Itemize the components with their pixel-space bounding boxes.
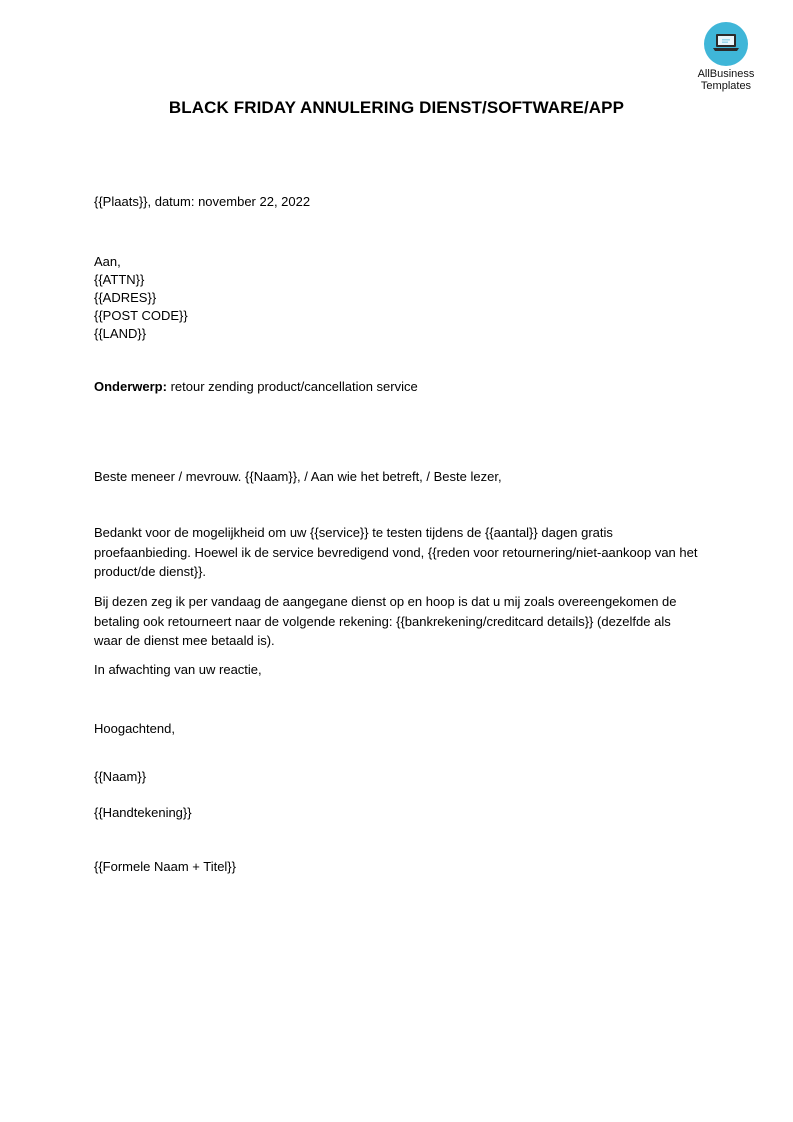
- body-paragraph-2: Bij dezen zeg ik per vandaag de aangegane dienst op en hoop is dat u mij zoals overeengekomen de betaling ook retourneert naar de volgende rekening: {{bankrekening/creditcard details}} (dezelfde als waar de dienst mee betaald is).: [94, 594, 677, 648]
- subject-text: retour zending product/cancellation service: [166, 379, 418, 394]
- address-salutation: Aan,: [94, 254, 121, 269]
- address-adres: {{ADRES}}: [94, 290, 157, 305]
- address-land: {{LAND}}: [94, 326, 147, 341]
- brand-logo: [690, 22, 762, 92]
- subject-label: Onderwerp:: [94, 379, 167, 394]
- document-title: BLACK FRIDAY ANNULERING DIENST/SOFTWARE/APP: [168, 98, 625, 117]
- brand-name-line2: Templates: [700, 80, 752, 92]
- laptop-icon: [704, 22, 748, 66]
- address-attn: {{ATTN}}: [94, 272, 145, 287]
- body-paragraph-3: In afwachting van uw reactie,: [94, 662, 262, 677]
- closing-regards: Hoogachtend,: [94, 721, 175, 736]
- closing-name: {{Naam}}: [94, 769, 147, 784]
- brand-name-line1: AllBusiness: [697, 68, 755, 80]
- closing-signature: {{Handtekening}}: [94, 805, 192, 820]
- subject-line: [94, 378, 418, 396]
- address-post-code: {{POST CODE}}: [94, 308, 188, 323]
- closing-formal-name: {{Formele Naam + Titel}}: [94, 859, 236, 874]
- body-paragraph-1: Bedankt voor de mogelijkheid om uw {{service}} te testen tijdens de {{aantal}} dagen gratis proefaanbieding. Hoewel ik de service bevredigend vond, {{reden voor retournering/niet-aankoop van het product/de dienst}}.: [94, 525, 698, 579]
- date-line: {{Plaats}}, datum: november 22, 2022: [94, 194, 311, 209]
- greeting: Beste meneer / mevrouw. {{Naam}}, / Aan wie het betreft, / Beste lezer,: [94, 469, 502, 484]
